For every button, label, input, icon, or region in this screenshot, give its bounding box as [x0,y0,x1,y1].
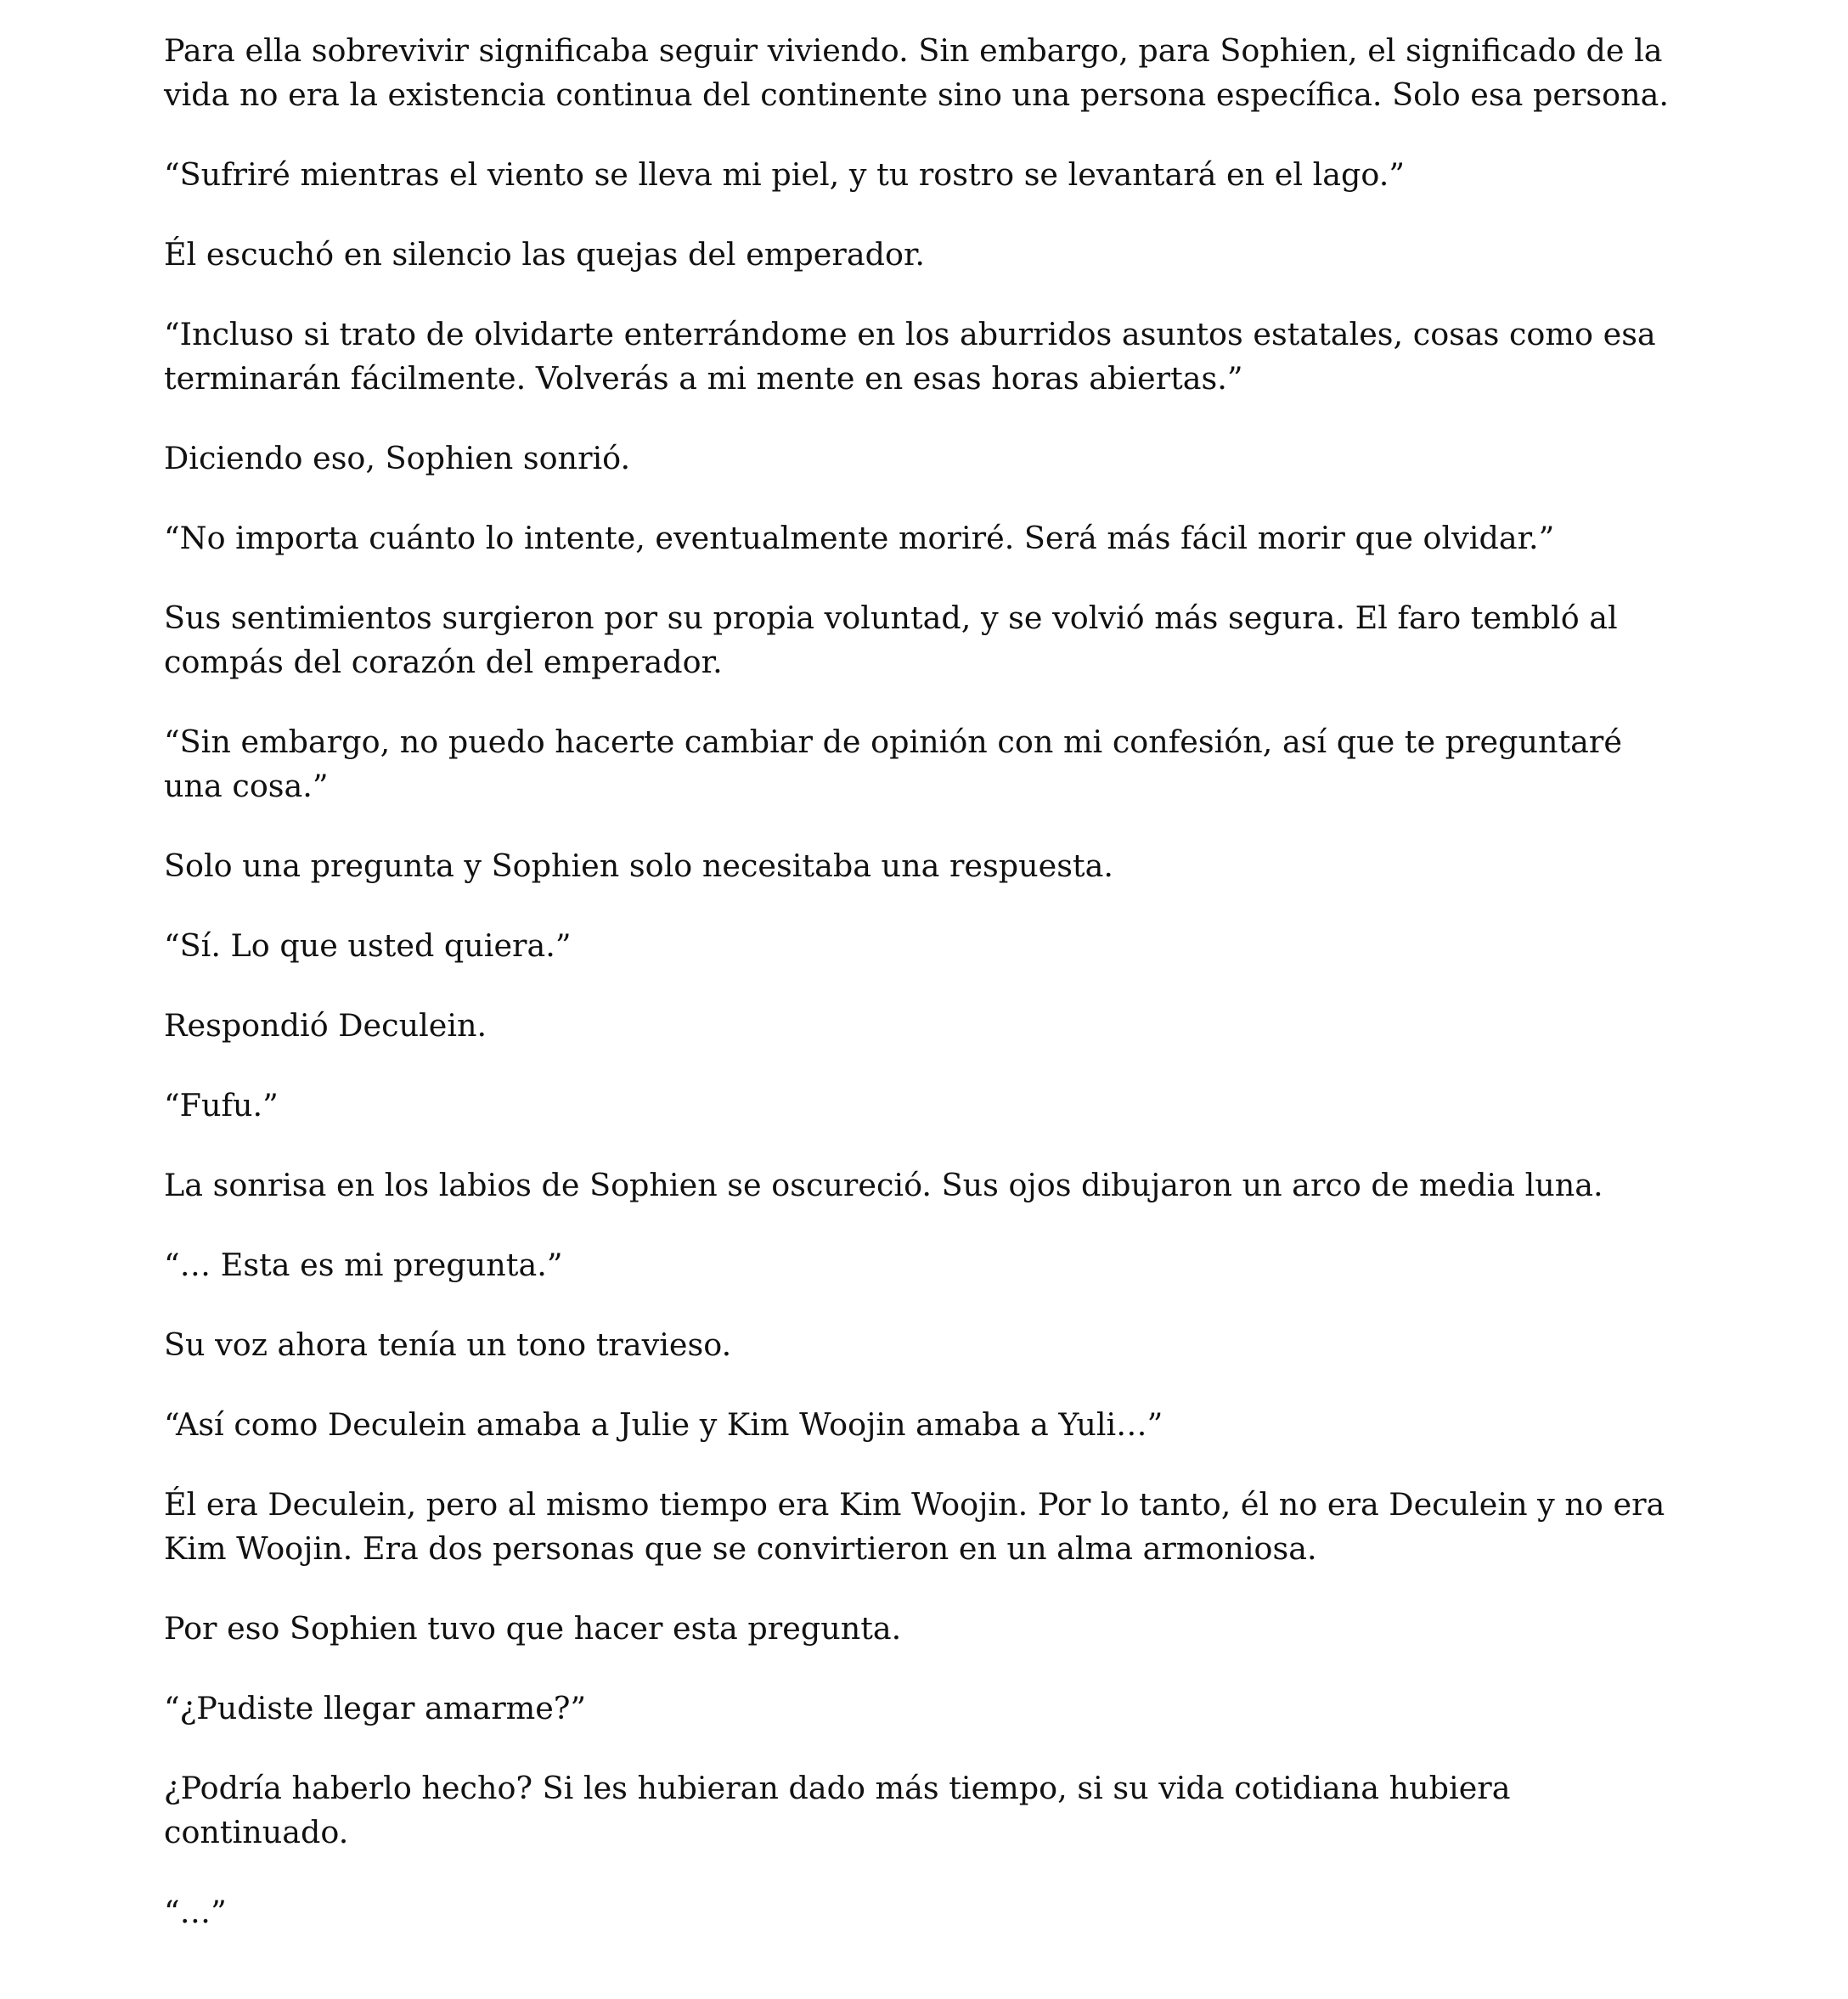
paragraph: Sus sentimientos surgieron por su propia voluntad, y se volvió más segura. El faro tembló al compás del corazón del emperador. [164,600,1618,680]
paragraph: Respondió Deculein. [164,1007,487,1044]
paragraph: Él escuchó en silencio las quejas del emperador. [164,236,925,273]
paragraph: ¿Podría haberlo hecho? Si les hubieran dado más tiempo, si su vida cotidiana hubiera continuado. [164,1770,1511,1850]
paragraph: Para ella sobrevivir significaba seguir viviendo. Sin embargo, para Sophien, el significado de la vida no era la existencia continua del continente sino una persona específica. Solo esa persona. [164,32,1669,113]
paragraph: “Sin embargo, no puedo hacerte cambiar de opinión con mi confesión, así que te preguntaré una cosa.” [164,724,1622,804]
paragraph: “Fufu.” [164,1087,279,1123]
paragraph: Diciendo eso, Sophien sonrió. [164,440,631,476]
paragraph: “Sí. Lo que usted quiera.” [164,927,572,964]
paragraph: “No importa cuánto lo intente, eventualmente moriré. Será más fácil morir que olvidar.” [164,520,1555,556]
paragraph: “¿Pudiste llegar amarme?” [164,1690,587,1726]
paragraph: Por eso Sophien tuvo que hacer esta pregunta. [164,1610,902,1647]
paragraph: La sonrisa en los labios de Sophien se oscureció. Sus ojos dibujaron un arco de media luna. [164,1167,1603,1203]
paragraph: Él era Deculein, pero al mismo tiempo era Kim Woojin. Por lo tanto, él no era Deculein y no era Kim Woojin. Era dos personas que se convirtieron en un alma armoniosa. [164,1486,1665,1567]
paragraph: Solo una pregunta y Sophien solo necesitaba una respuesta. [164,847,1113,884]
paragraph: “… Esta es mi pregunta.” [164,1247,563,1283]
paragraph: “Sufriré mientras el viento se lleva mi piel, y tu rostro se levantará en el lago.” [164,156,1406,193]
paragraph: “…” [164,1894,227,1930]
document-body [164,29,1684,1970]
paragraph: “Así como Deculein amaba a Julie y Kim Woojin amaba a Yuli…” [164,1406,1163,1443]
paragraph: “Incluso si trato de olvidarte enterrándome en los aburridos asuntos estatales, cosas como esa terminarán fácilmente. Volverás a mi mente en esas horas abiertas.” [164,316,1656,397]
paragraph: Su voz ahora tenía un tono travieso. [164,1326,732,1363]
